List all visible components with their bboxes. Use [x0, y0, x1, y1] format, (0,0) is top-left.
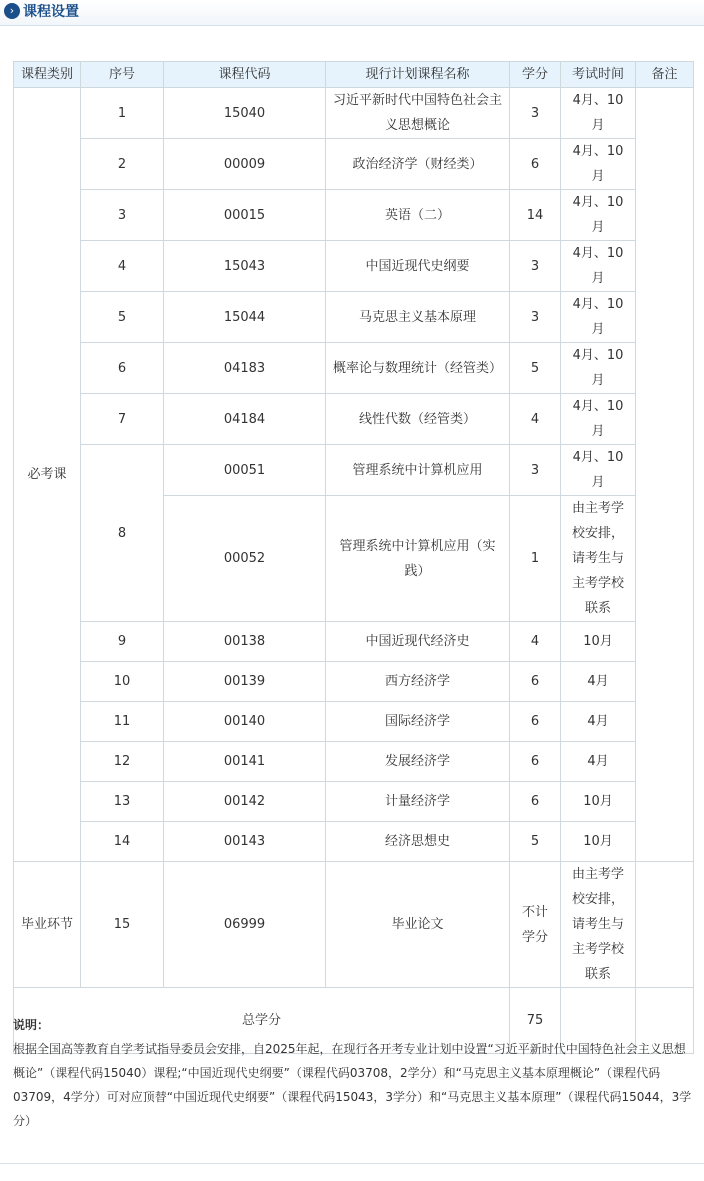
- name-cell: 政治经济学（财经类）: [326, 139, 510, 190]
- category-cell: 毕业环节: [14, 862, 81, 988]
- name-cell: 马克思主义基本原理: [326, 292, 510, 343]
- code-cell: 00052: [164, 496, 326, 622]
- time-cell: 4月、10月: [561, 343, 636, 394]
- name-cell: 管理系统中计算机应用: [326, 445, 510, 496]
- header-name: 现行计划课程名称: [326, 62, 510, 88]
- code-cell: 15040: [164, 88, 326, 139]
- category-cell: 必考课: [14, 88, 81, 862]
- code-cell: 00142: [164, 782, 326, 822]
- remark-cell: [636, 88, 694, 862]
- name-cell: 习近平新时代中国特色社会主义思想概论: [326, 88, 510, 139]
- name-cell: 中国近现代经济史: [326, 622, 510, 662]
- credit-cell: 14: [510, 190, 561, 241]
- header-remark: 备注: [636, 62, 694, 88]
- credit-cell: 6: [510, 662, 561, 702]
- header-no: 序号: [81, 62, 164, 88]
- time-cell: 10月: [561, 782, 636, 822]
- header-time: 考试时间: [561, 62, 636, 88]
- name-cell: 管理系统中计算机应用（实践）: [326, 496, 510, 622]
- time-cell: 4月、10月: [561, 394, 636, 445]
- no-cell: 10: [81, 662, 164, 702]
- time-cell: 4月、10月: [561, 88, 636, 139]
- code-cell: 04183: [164, 343, 326, 394]
- credit-cell: 5: [510, 343, 561, 394]
- table-row: [14, 702, 694, 742]
- name-cell: 线性代数（经管类）: [326, 394, 510, 445]
- no-cell: 9: [81, 622, 164, 662]
- table-row: [14, 662, 694, 702]
- note-text: 根据全国高等教育自学考试指导委员会安排，自2025年起，在现行各开考专业计划中设置“习近平新时代中国特色社会主义思想概论”（课程代码15040）课程;“中国近现代史纲要”（课程代码03708，2学分）和“马克思主义基本原理概论”（课程代码03709，4学分）可对应顶替“中国近现代史纲要”（课程代码15043，3学分）和“马克思主义基本原理”（课程代码15044，3学分）: [13, 1042, 692, 1128]
- code-cell: 00009: [164, 139, 326, 190]
- table-row: [14, 445, 694, 496]
- table-row: [14, 622, 694, 662]
- name-cell: 发展经济学: [326, 742, 510, 782]
- time-cell: 10月: [561, 822, 636, 862]
- header-code: 课程代码: [164, 62, 326, 88]
- time-cell: 4月: [561, 662, 636, 702]
- code-cell: 04184: [164, 394, 326, 445]
- code-cell: 00141: [164, 742, 326, 782]
- time-cell: 4月: [561, 742, 636, 782]
- table-row: [14, 343, 694, 394]
- credit-cell: 3: [510, 88, 561, 139]
- total-label: 总学分: [14, 988, 510, 1054]
- credit-cell: 4: [510, 622, 561, 662]
- table-row: [14, 139, 694, 190]
- table-row: [14, 822, 694, 862]
- code-cell: 15043: [164, 241, 326, 292]
- no-cell: 3: [81, 190, 164, 241]
- code-cell: 00138: [164, 622, 326, 662]
- credit-cell: 3: [510, 445, 561, 496]
- time-cell: 由主考学校安排，请考生与主考学校联系: [561, 862, 636, 988]
- no-cell: 1: [81, 88, 164, 139]
- footer-divider: [0, 1163, 704, 1164]
- code-cell: 00051: [164, 445, 326, 496]
- table-row: [14, 782, 694, 822]
- time-cell: 4月、10月: [561, 445, 636, 496]
- table-row: [14, 862, 694, 988]
- name-cell: 计量经济学: [326, 782, 510, 822]
- credit-cell: 不计学分: [510, 862, 561, 988]
- name-cell: 国际经济学: [326, 702, 510, 742]
- time-cell: 4月: [561, 702, 636, 742]
- total-value: 75: [510, 988, 561, 1054]
- name-cell: 毕业论文: [326, 862, 510, 988]
- name-cell: 英语（二）: [326, 190, 510, 241]
- no-cell: 12: [81, 742, 164, 782]
- remark-cell: [636, 862, 694, 988]
- no-cell: 6: [81, 343, 164, 394]
- time-cell: 4月、10月: [561, 292, 636, 343]
- code-cell: 00015: [164, 190, 326, 241]
- name-cell: 西方经济学: [326, 662, 510, 702]
- note-section: [13, 1013, 695, 1133]
- time-cell: 4月、10月: [561, 190, 636, 241]
- table-header-row: [14, 62, 694, 88]
- name-cell: 概率论与数理统计（经管类）: [326, 343, 510, 394]
- table-row: [14, 88, 694, 139]
- code-cell: 06999: [164, 862, 326, 988]
- table-row: [14, 394, 694, 445]
- code-cell: 00139: [164, 662, 326, 702]
- code-cell: 15044: [164, 292, 326, 343]
- no-cell: 4: [81, 241, 164, 292]
- section-title: 课程设置: [23, 4, 79, 20]
- time-cell: 4月、10月: [561, 139, 636, 190]
- time-cell: 由主考学校安排，请考生与主考学校联系: [561, 496, 636, 622]
- no-cell: 11: [81, 702, 164, 742]
- course-table: [13, 61, 694, 1054]
- chevron-right-icon: ›: [4, 3, 20, 19]
- header-category: 课程类别: [14, 62, 81, 88]
- credit-cell: 6: [510, 742, 561, 782]
- credit-cell: 3: [510, 292, 561, 343]
- note-label: 说明：: [13, 1018, 50, 1032]
- name-cell: 中国近现代史纲要: [326, 241, 510, 292]
- name-cell: 经济思想史: [326, 822, 510, 862]
- no-cell: 13: [81, 782, 164, 822]
- header-credit: 学分: [510, 62, 561, 88]
- credit-cell: 5: [510, 822, 561, 862]
- credit-cell: 3: [510, 241, 561, 292]
- table-row: [14, 742, 694, 782]
- no-cell: 8: [81, 445, 164, 622]
- credit-cell: 6: [510, 139, 561, 190]
- table-row: [14, 292, 694, 343]
- no-cell: 7: [81, 394, 164, 445]
- no-cell: 2: [81, 139, 164, 190]
- time-cell: 4月、10月: [561, 241, 636, 292]
- no-cell: 5: [81, 292, 164, 343]
- section-header: [0, 0, 704, 26]
- table-row: [14, 190, 694, 241]
- table-row: [14, 241, 694, 292]
- credit-cell: 6: [510, 782, 561, 822]
- time-cell: 10月: [561, 622, 636, 662]
- no-cell: 15: [81, 862, 164, 988]
- code-cell: 00143: [164, 822, 326, 862]
- credit-cell: 4: [510, 394, 561, 445]
- credit-cell: 1: [510, 496, 561, 622]
- no-cell: 14: [81, 822, 164, 862]
- credit-cell: 6: [510, 702, 561, 742]
- code-cell: 00140: [164, 702, 326, 742]
